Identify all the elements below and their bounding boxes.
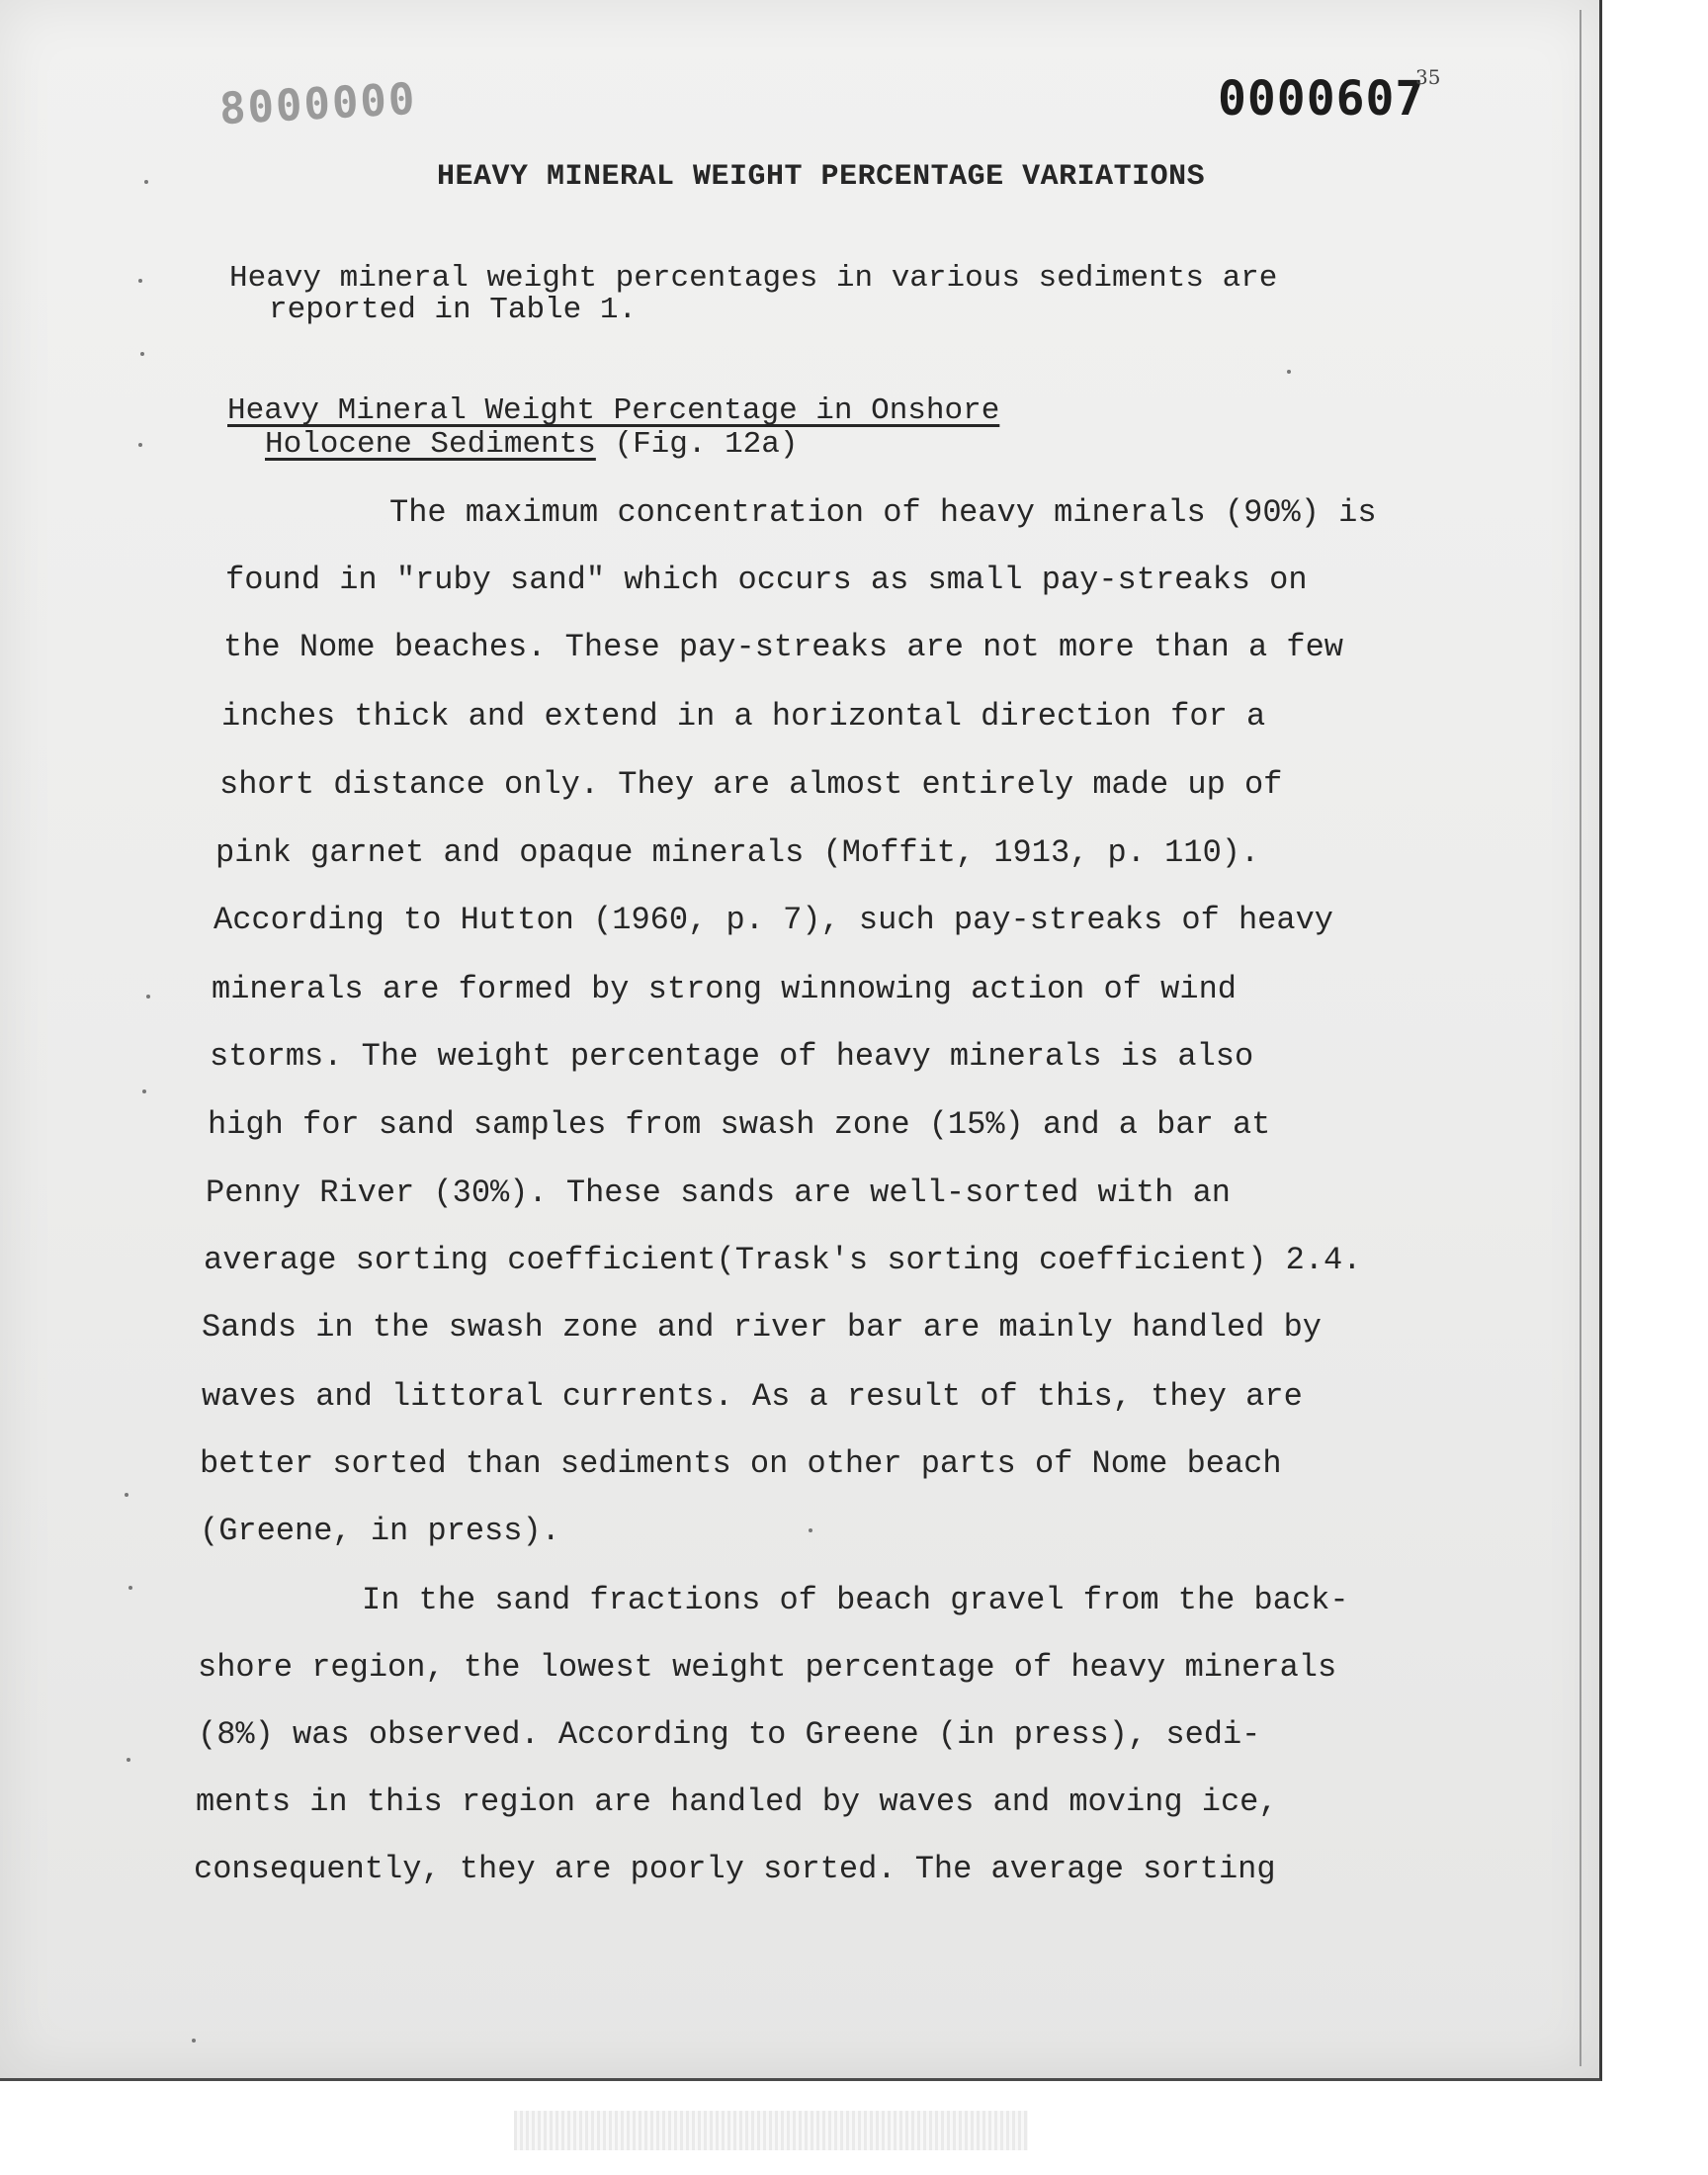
scan-speck bbox=[138, 443, 142, 447]
scan-speck bbox=[809, 1528, 812, 1532]
text-line: high for sand samples from swash zone (15%) and a bar at bbox=[208, 1106, 1271, 1143]
faded-bates-stamp: 8000000 bbox=[217, 73, 418, 135]
bates-stamp: 0000607 bbox=[1218, 71, 1425, 127]
text-line: Penny River (30%). These sands are well-sorted with an bbox=[206, 1174, 1231, 1211]
text-line: ments in this region are handled by waves and moving ice, bbox=[196, 1784, 1278, 1820]
text-line: found in "ruby sand" which occurs as small pay-streaks on bbox=[225, 562, 1308, 598]
text-line: (8%) was observed. According to Greene (in press), sedi- bbox=[198, 1716, 1261, 1753]
text-line: In the sand fractions of beach gravel from the back- bbox=[362, 1582, 1349, 1618]
text-line: the Nome beaches. These pay-streaks are not more than a few bbox=[223, 629, 1343, 665]
text-line: waves and littoral currents. As a result of this, they are bbox=[202, 1378, 1303, 1415]
page-title: HEAVY MINERAL WEIGHT PERCENTAGE VARIATIONS bbox=[437, 160, 1206, 194]
text-line: Sands in the swash zone and river bar are mainly handled by bbox=[202, 1309, 1322, 1346]
scan-speck bbox=[127, 1758, 130, 1762]
text-line: minerals are formed by strong winnowing action of wind bbox=[212, 971, 1237, 1007]
scan-speck bbox=[144, 180, 148, 184]
text-line: The maximum concentration of heavy minerals (90%) is bbox=[389, 494, 1377, 531]
subheading-line-2 bbox=[265, 427, 799, 462]
text-line: shore region, the lowest weight percentage of heavy minerals bbox=[198, 1649, 1337, 1686]
page-number: 35 bbox=[1415, 65, 1441, 89]
scan-speck bbox=[125, 1493, 128, 1497]
text-line: short distance only. They are almost entirely made up of bbox=[219, 766, 1283, 803]
intro-line-2: reported in Table 1. bbox=[269, 293, 638, 327]
subheading-underlined-text: Holocene Sediments bbox=[265, 427, 596, 462]
text-line: pink garnet and opaque minerals (Moffit, 1913, p. 110). bbox=[215, 834, 1260, 871]
intro-line-1: Heavy mineral weight percentages in various sediments are bbox=[229, 261, 1278, 296]
text-line: better sorted than sediments on other parts of Nome beach bbox=[200, 1445, 1282, 1482]
subheading-figure-ref: (Fig. 12a) bbox=[595, 427, 799, 462]
scan-speck bbox=[192, 2039, 196, 2043]
text-line: storms. The weight percentage of heavy minerals is also bbox=[210, 1038, 1254, 1075]
scan-speck bbox=[1287, 370, 1291, 374]
text-line: According to Hutton (1960, p. 7), such pay-streaks of heavy bbox=[214, 902, 1333, 938]
page-edge-shadow bbox=[1580, 10, 1581, 2066]
scan-speck bbox=[146, 995, 150, 999]
text-line: (Greene, in press). bbox=[200, 1513, 560, 1549]
subheading-line-1: Heavy Mineral Weight Percentage in Onshore bbox=[227, 393, 1000, 428]
scan-speck bbox=[140, 352, 144, 356]
text-line: average sorting coefficient(Trask's sorting coefficient) 2.4. bbox=[204, 1242, 1362, 1278]
scan-speck bbox=[142, 1089, 146, 1093]
text-line: consequently, they are poorly sorted. The average sorting bbox=[194, 1851, 1276, 1887]
scan-speck bbox=[128, 1586, 132, 1590]
text-line: inches thick and extend in a horizontal direction for a bbox=[221, 698, 1266, 735]
scanner-artifact bbox=[514, 2111, 1028, 2150]
scan-speck bbox=[138, 279, 142, 283]
